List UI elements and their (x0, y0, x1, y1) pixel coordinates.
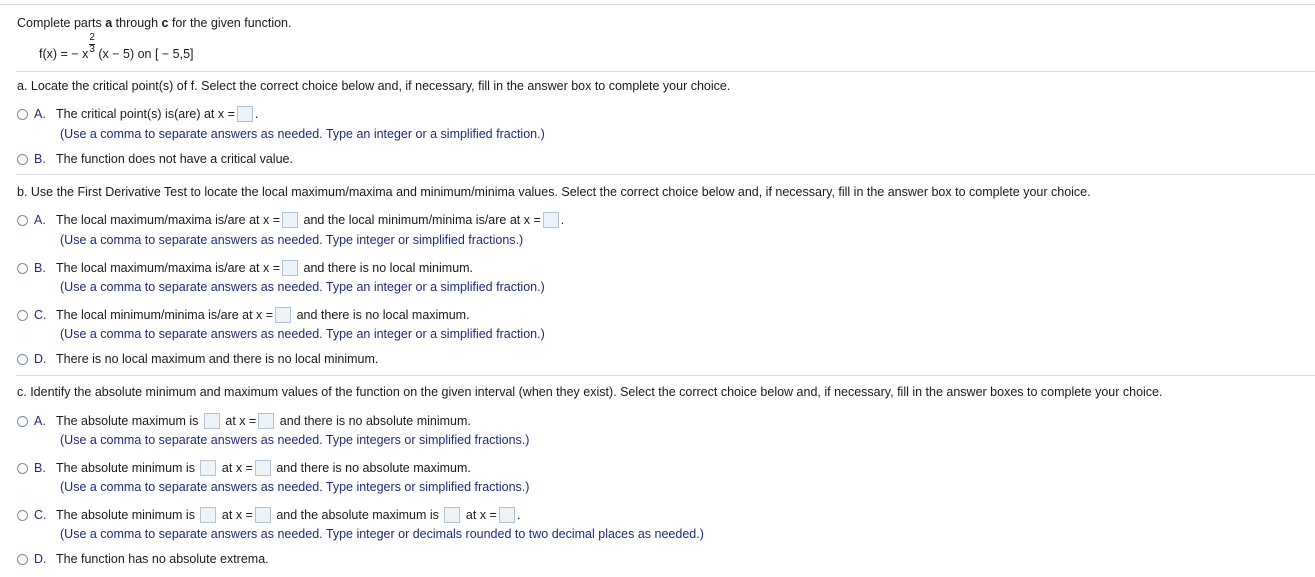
divider (16, 174, 1315, 175)
option-letter: B. (34, 261, 46, 275)
part-c-option-d[interactable] (17, 551, 269, 567)
option-letter: B. (34, 152, 46, 166)
option-letter: A. (34, 414, 46, 428)
option-text: There is no local maximum and there is no local minimum. (56, 352, 379, 366)
divider (16, 71, 1315, 72)
exponent-denominator: 3 (89, 44, 95, 55)
radio-button[interactable] (17, 510, 28, 521)
part-b-option-c[interactable] (17, 307, 470, 323)
answer-box[interactable] (258, 413, 274, 429)
option-hint: (Use a comma to separate answers as needed. Type integers or simplified fractions.) (60, 433, 530, 447)
part-b-option-b[interactable] (17, 260, 473, 276)
instructions-text: Complete parts (17, 16, 106, 30)
option-text: and the absolute maximum is (276, 508, 439, 522)
period: . (254, 107, 259, 121)
option-hint: (Use a comma to separate answers as needed. Type integer or simplified fractions.) (60, 233, 524, 247)
radio-button[interactable] (17, 109, 28, 120)
period: . (560, 213, 565, 227)
option-hint: (Use a comma to separate answers as needed. Type an integer or a simplified fraction.) (60, 127, 545, 141)
radio-button[interactable] (17, 354, 28, 365)
option-hint: (Use a comma to separate answers as needed. Type integer or decimals rounded to two decimal places as needed.) (60, 527, 704, 541)
option-text: The local minimum/minima is/are at x = (56, 308, 274, 322)
option-text: The function does not have a critical value. (56, 152, 293, 166)
option-hint: (Use a comma to separate answers as needed. Type an integer or a simplified fraction.) (60, 280, 545, 294)
option-text: at x = (465, 508, 497, 522)
option-hint: (Use a comma to separate answers as needed. Type an integer or a simplified fraction.) (60, 327, 545, 341)
radio-button[interactable] (17, 154, 28, 165)
answer-box[interactable] (255, 507, 271, 523)
function-definition (39, 32, 194, 62)
radio-button[interactable] (17, 215, 28, 226)
answer-box[interactable] (444, 507, 460, 523)
answer-box[interactable] (200, 507, 216, 523)
function-exponent (88, 32, 98, 62)
option-text: and there is no local maximum. (296, 308, 470, 322)
answer-box[interactable] (200, 460, 216, 476)
answer-box[interactable] (282, 260, 298, 276)
option-text: The absolute minimum is (56, 461, 195, 475)
option-text: The critical point(s) is(are) at x = (56, 107, 235, 121)
answer-box[interactable] (204, 413, 220, 429)
function-rhs: (x − 5) on [ − 5,5] (98, 47, 194, 61)
instructions-text: through (112, 16, 162, 30)
instructions (17, 15, 291, 31)
option-text: The function has no absolute extrema. (56, 552, 269, 566)
answer-box[interactable] (543, 212, 559, 228)
radio-button[interactable] (17, 263, 28, 274)
option-letter: A. (34, 107, 46, 121)
part-b-option-a[interactable] (17, 212, 564, 228)
option-text: and there is no absolute minimum. (279, 414, 471, 428)
option-text: The local maximum/maxima is/are at x = (56, 213, 281, 227)
answer-box[interactable] (275, 307, 291, 323)
radio-button[interactable] (17, 463, 28, 474)
option-letter: D. (34, 552, 47, 566)
option-hint: (Use a comma to separate answers as needed. Type integers or simplified fractions.) (60, 480, 530, 494)
part-c-option-a[interactable] (17, 413, 471, 429)
option-text: The absolute minimum is (56, 508, 195, 522)
option-text: The local maximum/maxima is/are at x = (56, 261, 281, 275)
option-text: The absolute maximum is (56, 414, 199, 428)
function-lhs: f(x) = − x (39, 47, 89, 61)
divider (16, 375, 1315, 376)
instructions-text: for the given function. (168, 16, 292, 30)
option-text: at x = (221, 461, 253, 475)
option-text: and there is no local minimum. (303, 261, 474, 275)
part-c-option-c[interactable] (17, 507, 520, 523)
part-b-prompt: b. Use the First Derivative Test to locate the local maximum/maxima and minimum/minima values. Select the correct choice below and, if necessary, fill in the answer box to complete your choice. (17, 185, 1091, 199)
instructions-part-c: c (161, 16, 169, 30)
radio-button[interactable] (17, 554, 28, 565)
radio-button[interactable] (17, 310, 28, 321)
radio-button[interactable] (17, 416, 28, 427)
part-c-option-b[interactable] (17, 460, 471, 476)
option-letter: D. (34, 352, 47, 366)
option-text: at x = (225, 414, 257, 428)
exponent-numerator: 2 (89, 32, 95, 43)
option-text: and the local minimum/minima is/are at x = (303, 213, 541, 227)
part-a-option-a[interactable] (17, 106, 258, 122)
answer-box[interactable] (255, 460, 271, 476)
option-letter: A. (34, 213, 46, 227)
answer-box[interactable] (282, 212, 298, 228)
answer-box[interactable] (237, 106, 253, 122)
part-c-prompt: c. Identify the absolute minimum and maximum values of the function on the given interval (when they exist). Select the correct choice below and, if necessary, fill in the answer boxes to complete your choice. (17, 385, 1163, 399)
part-b-option-d[interactable] (17, 351, 378, 367)
top-divider (0, 4, 1315, 5)
answer-box[interactable] (499, 507, 515, 523)
part-a-option-b[interactable] (17, 151, 293, 167)
instructions-part-a: a (105, 16, 113, 30)
option-text: at x = (221, 508, 253, 522)
period: . (516, 508, 521, 522)
option-text: and there is no absolute maximum. (276, 461, 471, 475)
option-letter: C. (34, 308, 47, 322)
option-letter: C. (34, 508, 47, 522)
part-a-prompt: a. Locate the critical point(s) of f. Select the correct choice below and, if necessary, fill in the answer box to complete your choice. (17, 79, 731, 93)
option-letter: B. (34, 461, 46, 475)
